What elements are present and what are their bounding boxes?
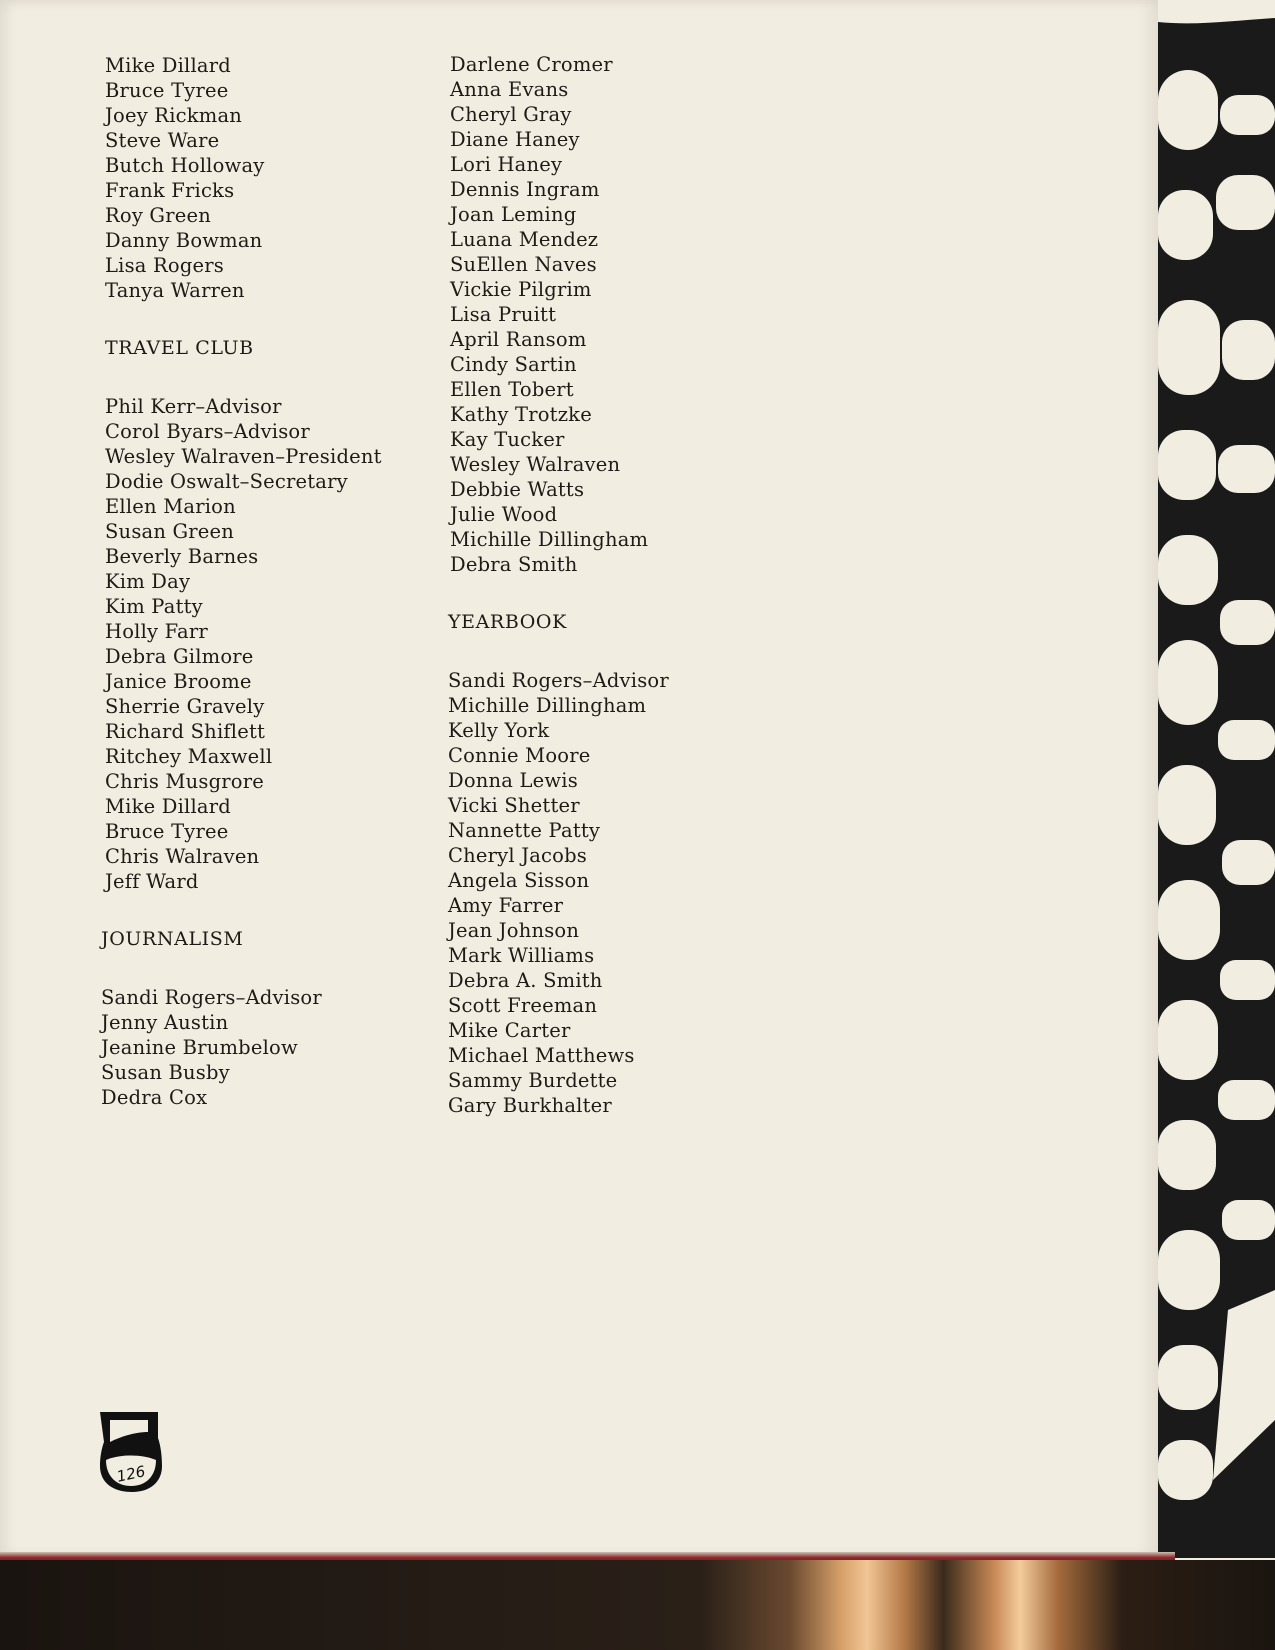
member-name: Chris Walraven xyxy=(105,845,260,868)
member-name: Diane Haney xyxy=(450,128,580,151)
section-heading-yearbook: YEARBOOK xyxy=(448,611,567,633)
member-name: Ellen Tobert xyxy=(450,378,574,401)
member-name: Gary Burkhalter xyxy=(448,1094,612,1117)
column-left xyxy=(101,53,382,1110)
member-name: April Ransom xyxy=(450,328,587,351)
member-name: Beverly Barnes xyxy=(105,545,259,568)
page-number: 126 xyxy=(115,1462,147,1486)
member-name: Dodie Oswalt–Secretary xyxy=(105,470,348,493)
member-name: Sherrie Gravely xyxy=(105,695,265,718)
page-number-emblem xyxy=(96,1408,166,1494)
show-through-text xyxy=(720,70,1120,1370)
background-below-page xyxy=(0,1560,1275,1650)
member-name: Lisa Rogers xyxy=(105,254,224,277)
member-list xyxy=(101,985,382,1110)
member-name: Phil Kerr–Advisor xyxy=(105,395,282,418)
member-name: Sandi Rogers–Advisor xyxy=(448,669,669,692)
member-name: Kelly York xyxy=(448,719,550,742)
member-name: Ritchey Maxwell xyxy=(105,745,273,768)
member-name: Dedra Cox xyxy=(101,1086,208,1109)
member-name: Mike Carter xyxy=(448,1019,571,1042)
member-list xyxy=(105,53,382,303)
member-name: Michille Dillingham xyxy=(448,694,647,717)
member-name: Bruce Tyree xyxy=(105,820,229,843)
member-name: Amy Farrer xyxy=(448,894,564,917)
member-name: Vicki Shetter xyxy=(448,794,580,817)
member-name: Mark Williams xyxy=(448,944,595,967)
member-list xyxy=(105,394,382,894)
member-name: Nannette Patty xyxy=(448,819,601,842)
spine-graphic xyxy=(1158,0,1275,1560)
member-name: Julie Wood xyxy=(450,503,558,526)
member-name: Tanya Warren xyxy=(105,279,245,302)
member-name: Lori Haney xyxy=(450,153,563,176)
member-name: Debbie Watts xyxy=(450,478,585,501)
member-name: Susan Green xyxy=(105,520,235,543)
member-name: Jean Johnson xyxy=(448,919,580,942)
member-name: Corol Byars–Advisor xyxy=(105,420,310,443)
member-name: Steve Ware xyxy=(105,129,220,152)
member-name: Michille Dillingham xyxy=(450,528,649,551)
member-name: Cheryl Gray xyxy=(450,103,572,126)
member-name: Bruce Tyree xyxy=(105,79,229,102)
member-name: Wesley Walraven xyxy=(450,453,621,476)
section-heading-travel-club: TRAVEL CLUB xyxy=(105,337,254,359)
member-name: Danny Bowman xyxy=(105,229,263,252)
member-name: Sandi Rogers–Advisor xyxy=(101,986,322,1009)
member-name: Susan Busby xyxy=(101,1061,230,1084)
member-list xyxy=(450,52,669,577)
member-name: Michael Matthews xyxy=(448,1044,635,1067)
section-heading-journalism: JOURNALISM xyxy=(101,928,244,950)
member-name: Chris Musgrore xyxy=(105,770,264,793)
member-name: Debra A. Smith xyxy=(448,969,603,992)
member-name: Luana Mendez xyxy=(450,228,599,251)
member-name: Butch Holloway xyxy=(105,154,265,177)
member-name: Cheryl Jacobs xyxy=(448,844,587,867)
member-name: Darlene Cromer xyxy=(450,53,613,76)
member-name: Vickie Pilgrim xyxy=(450,278,592,301)
member-name: Mike Dillard xyxy=(105,54,231,77)
member-name: Anna Evans xyxy=(450,78,569,101)
member-name: Connie Moore xyxy=(448,744,591,767)
member-name: Jenny Austin xyxy=(101,1011,229,1034)
member-list xyxy=(448,668,669,1118)
column-right xyxy=(450,52,669,1118)
member-name: Kay Tucker xyxy=(450,428,565,451)
member-name: Joey Rickman xyxy=(105,104,243,127)
member-name: Jeff Ward xyxy=(105,870,199,893)
member-name: Roy Green xyxy=(105,204,211,227)
member-name: Lisa Pruitt xyxy=(450,303,557,326)
member-name: Jeanine Brumbelow xyxy=(101,1036,298,1059)
member-name: Debra Gilmore xyxy=(105,645,254,668)
member-name: Mike Dillard xyxy=(105,795,231,818)
member-name: Donna Lewis xyxy=(448,769,578,792)
member-name: Wesley Walraven–President xyxy=(105,445,382,468)
member-name: Kim Day xyxy=(105,570,191,593)
member-name: Richard Shiflett xyxy=(105,720,266,743)
member-name: Cindy Sartin xyxy=(450,353,577,376)
member-name: Ellen Marion xyxy=(105,495,236,518)
member-name: Kim Patty xyxy=(105,595,203,618)
member-name: Scott Freeman xyxy=(448,994,598,1017)
member-name: Janice Broome xyxy=(105,670,252,693)
decorative-spine-lettering xyxy=(1158,0,1275,1560)
member-name: Sammy Burdette xyxy=(448,1069,618,1092)
member-name: Debra Smith xyxy=(450,553,578,576)
member-name: Kathy Trotzke xyxy=(450,403,592,426)
member-name: SuEllen Naves xyxy=(450,253,597,276)
member-name: Frank Fricks xyxy=(105,179,235,202)
member-name: Dennis Ingram xyxy=(450,178,600,201)
member-name: Joan Leming xyxy=(450,203,577,226)
member-name: Angela Sisson xyxy=(448,869,590,892)
member-name: Holly Farr xyxy=(105,620,208,643)
